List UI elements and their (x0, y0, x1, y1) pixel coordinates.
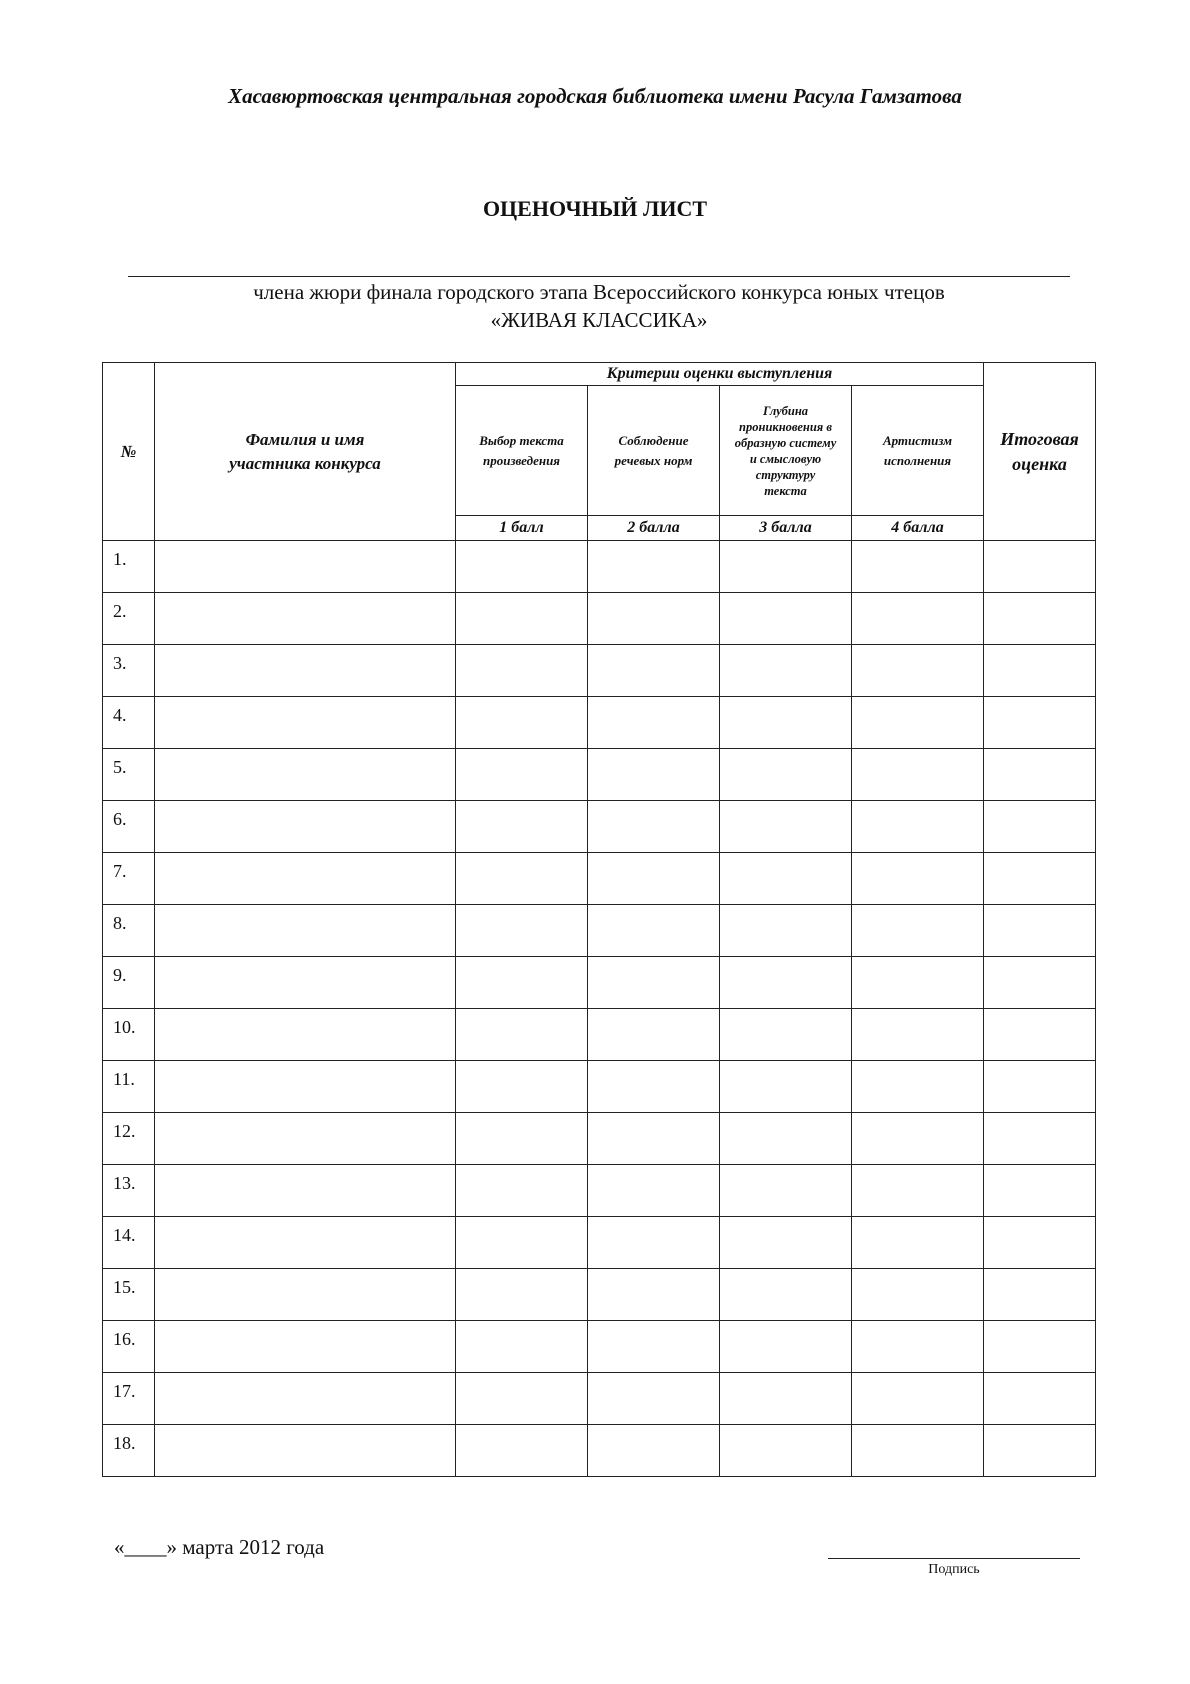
score-criterion-4-cell[interactable] (852, 593, 984, 645)
participant-name-cell[interactable] (155, 1321, 456, 1373)
score-criterion-1-cell[interactable] (456, 749, 588, 801)
score-criterion-3-cell[interactable] (720, 593, 852, 645)
row-number: 13. (103, 1165, 155, 1217)
score-criterion-2-cell[interactable] (588, 957, 720, 1009)
row-number: 6. (103, 801, 155, 853)
participant-name-cell[interactable] (155, 1269, 456, 1321)
participant-name-cell[interactable] (155, 1373, 456, 1425)
score-criterion-4-cell[interactable] (852, 1061, 984, 1113)
score-criterion-1-cell[interactable] (456, 1321, 588, 1373)
score-criterion-3-cell[interactable] (720, 697, 852, 749)
score-criterion-1-cell[interactable] (456, 1269, 588, 1321)
score-criterion-3-cell[interactable] (720, 1113, 852, 1165)
score-criterion-3-cell[interactable] (720, 957, 852, 1009)
score-criterion-2-cell[interactable] (588, 541, 720, 593)
table-row (103, 749, 1096, 801)
total-score-cell[interactable] (984, 1009, 1096, 1061)
score-criterion-2-cell[interactable] (588, 905, 720, 957)
score-criterion-4-cell[interactable] (852, 1113, 984, 1165)
score-criterion-3-cell[interactable] (720, 749, 852, 801)
score-criterion-4-cell[interactable] (852, 541, 984, 593)
score-criterion-1-cell[interactable] (456, 801, 588, 853)
row-number: 17. (103, 1373, 155, 1425)
score-criterion-2-cell[interactable] (588, 645, 720, 697)
score-criterion-3-cell[interactable] (720, 1373, 852, 1425)
participant-name-cell[interactable] (155, 645, 456, 697)
participant-name-cell[interactable] (155, 853, 456, 905)
table-row (103, 957, 1096, 1009)
total-score-cell[interactable] (984, 1425, 1096, 1477)
score-criterion-4-cell[interactable] (852, 749, 984, 801)
total-score-cell[interactable] (984, 1269, 1096, 1321)
total-score-cell[interactable] (984, 593, 1096, 645)
score-criterion-3-cell[interactable] (720, 1165, 852, 1217)
score-criterion-1-cell[interactable] (456, 1009, 588, 1061)
total-score-cell[interactable] (984, 749, 1096, 801)
score-criterion-1-cell[interactable] (456, 1165, 588, 1217)
table-row (103, 1061, 1096, 1113)
score-criterion-1-cell[interactable] (456, 593, 588, 645)
score-criterion-2-cell[interactable] (588, 1217, 720, 1269)
participant-name-cell[interactable] (155, 1217, 456, 1269)
signature-label: Подпись (928, 1562, 980, 1577)
score-criterion-3-cell[interactable] (720, 1269, 852, 1321)
score-criterion-3-cell[interactable] (720, 853, 852, 905)
score-criterion-4-cell[interactable] (852, 697, 984, 749)
date-field: «____» марта 2012 года (114, 1535, 325, 1559)
score-criterion-3-cell[interactable] (720, 1009, 852, 1061)
score-criterion-1-cell[interactable] (456, 541, 588, 593)
score-criterion-1-cell[interactable] (456, 905, 588, 957)
score-criterion-2-cell[interactable] (588, 801, 720, 853)
score-criterion-4-cell[interactable] (852, 1009, 984, 1061)
table-row (103, 1373, 1096, 1425)
score-criterion-2-cell[interactable] (588, 1321, 720, 1373)
score-criterion-3-cell[interactable] (720, 801, 852, 853)
score-criterion-3-cell[interactable] (720, 541, 852, 593)
row-number: 14. (103, 1217, 155, 1269)
total-score-cell[interactable] (984, 1061, 1096, 1113)
score-criterion-4-cell[interactable] (852, 801, 984, 853)
header-criteria: Критерии оценки выступления (456, 363, 984, 386)
participant-name-cell[interactable] (155, 957, 456, 1009)
participant-name-cell[interactable] (155, 1113, 456, 1165)
row-number: 1. (103, 541, 155, 593)
total-score-cell[interactable] (984, 1217, 1096, 1269)
total-score-cell[interactable] (984, 801, 1096, 853)
table-row (103, 1217, 1096, 1269)
points-criterion-2: 2 балла (588, 516, 720, 541)
table-row (103, 697, 1096, 749)
participant-name-cell[interactable] (155, 801, 456, 853)
organization-name: Хасавюртовская центральная городская библиотека имени Расула Гамзатова (228, 84, 962, 108)
score-criterion-2-cell[interactable] (588, 697, 720, 749)
table-row (103, 905, 1096, 957)
row-number: 3. (103, 645, 155, 697)
participant-name-cell[interactable] (155, 1061, 456, 1113)
score-criterion-1-cell[interactable] (456, 853, 588, 905)
header-number: № (103, 363, 155, 541)
score-criterion-2-cell[interactable] (588, 1165, 720, 1217)
table-row (103, 1269, 1096, 1321)
table-row (103, 1165, 1096, 1217)
participant-name-cell[interactable] (155, 1009, 456, 1061)
score-criterion-1-cell[interactable] (456, 1113, 588, 1165)
score-criterion-4-cell[interactable] (852, 905, 984, 957)
row-number: 15. (103, 1269, 155, 1321)
score-criterion-2-cell[interactable] (588, 1113, 720, 1165)
score-criterion-4-cell[interactable] (852, 1269, 984, 1321)
score-criterion-1-cell[interactable] (456, 697, 588, 749)
score-criterion-4-cell[interactable] (852, 1321, 984, 1373)
row-number: 2. (103, 593, 155, 645)
score-criterion-4-cell[interactable] (852, 1425, 984, 1477)
subtitle-line-1: члена жюри финала городского этапа Всероссийского конкурса юных чтецов (253, 280, 945, 304)
score-criterion-4-cell[interactable] (852, 645, 984, 697)
score-criterion-2-cell[interactable] (588, 593, 720, 645)
score-criterion-2-cell[interactable] (588, 853, 720, 905)
score-criterion-4-cell[interactable] (852, 1217, 984, 1269)
row-number: 12. (103, 1113, 155, 1165)
signature-line (828, 1558, 1080, 1559)
score-criterion-1-cell[interactable] (456, 1217, 588, 1269)
row-number: 4. (103, 697, 155, 749)
row-number: 18. (103, 1425, 155, 1477)
table-row (103, 1321, 1096, 1373)
score-criterion-3-cell[interactable] (720, 1061, 852, 1113)
total-score-cell[interactable] (984, 541, 1096, 593)
criterion-artistry: Артистизм исполнения (852, 386, 984, 516)
points-criterion-1: 1 балл (456, 516, 588, 541)
total-score-cell[interactable] (984, 1113, 1096, 1165)
total-score-cell[interactable] (984, 1321, 1096, 1373)
score-criterion-1-cell[interactable] (456, 645, 588, 697)
criterion-speech-norms: Соблюдение речевых норм (588, 386, 720, 516)
participant-name-cell[interactable] (155, 1165, 456, 1217)
table-row (103, 593, 1096, 645)
points-criterion-3: 3 балла (720, 516, 852, 541)
row-number: 16. (103, 1321, 155, 1373)
row-number: 11. (103, 1061, 155, 1113)
score-criterion-1-cell[interactable] (456, 957, 588, 1009)
score-criterion-4-cell[interactable] (852, 853, 984, 905)
table-row (103, 1425, 1096, 1477)
header-total-score: Итоговая оценка (984, 363, 1096, 541)
total-score-cell[interactable] (984, 957, 1096, 1009)
jury-member-name-line (128, 276, 1070, 277)
participant-name-cell[interactable] (155, 749, 456, 801)
total-score-cell[interactable] (984, 905, 1096, 957)
row-number: 9. (103, 957, 155, 1009)
table-row (103, 853, 1096, 905)
score-criterion-3-cell[interactable] (720, 1425, 852, 1477)
participant-name-cell[interactable] (155, 541, 456, 593)
table-row (103, 801, 1096, 853)
subtitle-line-2: «ЖИВАЯ КЛАССИКА» (490, 308, 708, 332)
score-criterion-3-cell[interactable] (720, 1321, 852, 1373)
score-criterion-2-cell[interactable] (588, 1061, 720, 1113)
participant-name-cell[interactable] (155, 905, 456, 957)
table-row (103, 645, 1096, 697)
row-number: 10. (103, 1009, 155, 1061)
criterion-depth: Глубина проникновения в образную систему и смысловую структуру текста (720, 386, 852, 516)
score-criterion-2-cell[interactable] (588, 1425, 720, 1477)
score-criterion-4-cell[interactable] (852, 1165, 984, 1217)
score-criterion-4-cell[interactable] (852, 1373, 984, 1425)
participant-name-cell[interactable] (155, 697, 456, 749)
table-row (103, 541, 1096, 593)
total-score-cell[interactable] (984, 1373, 1096, 1425)
score-criterion-3-cell[interactable] (720, 645, 852, 697)
score-criterion-2-cell[interactable] (588, 1269, 720, 1321)
participant-name-cell[interactable] (155, 593, 456, 645)
score-criterion-2-cell[interactable] (588, 1373, 720, 1425)
evaluation-table (102, 362, 1096, 1477)
row-number: 8. (103, 905, 155, 957)
row-number: 7. (103, 853, 155, 905)
participant-name-cell[interactable] (155, 1425, 456, 1477)
criterion-text-choice: Выбор текста произведения (456, 386, 588, 516)
score-criterion-2-cell[interactable] (588, 1009, 720, 1061)
points-criterion-4: 4 балла (852, 516, 984, 541)
score-criterion-4-cell[interactable] (852, 957, 984, 1009)
header-participant-name: Фамилия и имя участника конкурса (155, 363, 456, 541)
table-row (103, 1009, 1096, 1061)
table-row (103, 1113, 1096, 1165)
total-score-cell[interactable] (984, 853, 1096, 905)
row-number: 5. (103, 749, 155, 801)
score-criterion-1-cell[interactable] (456, 1425, 588, 1477)
score-criterion-1-cell[interactable] (456, 1373, 588, 1425)
total-score-cell[interactable] (984, 697, 1096, 749)
score-criterion-3-cell[interactable] (720, 905, 852, 957)
score-criterion-1-cell[interactable] (456, 1061, 588, 1113)
total-score-cell[interactable] (984, 1165, 1096, 1217)
total-score-cell[interactable] (984, 645, 1096, 697)
score-criterion-2-cell[interactable] (588, 749, 720, 801)
document-title: ОЦЕНОЧНЫЙ ЛИСТ (482, 196, 708, 221)
score-criterion-3-cell[interactable] (720, 1217, 852, 1269)
